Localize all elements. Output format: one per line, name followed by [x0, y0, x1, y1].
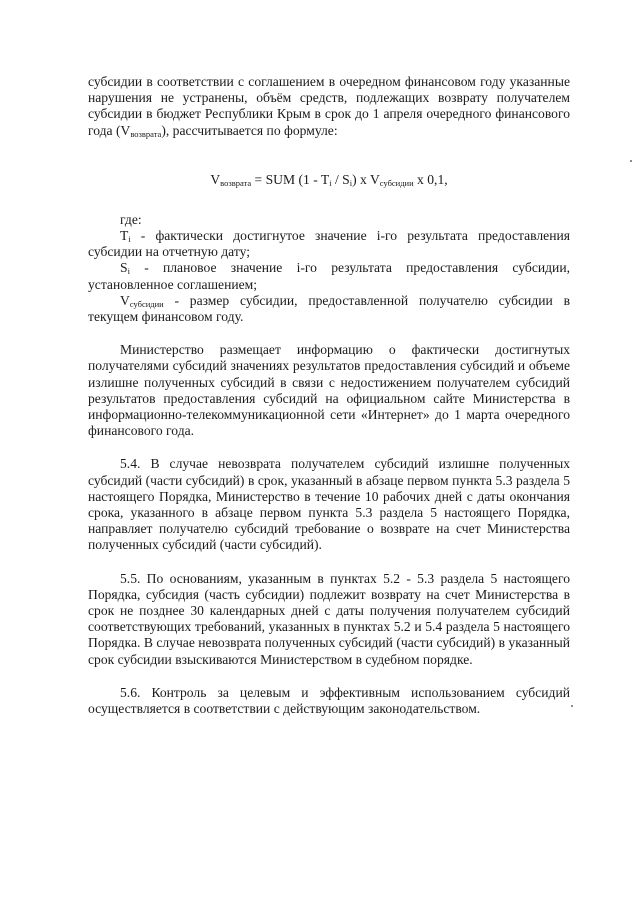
intro-subscript: возврата — [130, 128, 162, 139]
paragraph-5-6: 5.6. Контроль за целевым и эффективным использованием субсидий осуществляется в соответствии с действующим законодательством. — [88, 684, 570, 717]
formula-end: x 0,1, — [413, 171, 448, 187]
formula-v: V — [210, 171, 221, 187]
def-v-symbol: V — [120, 292, 130, 308]
def-s-text: - плановое значение i-го результата предоставления субсидии, установленное соглашением; — [88, 260, 570, 292]
formula-t-sub: i — [329, 177, 332, 188]
scan-speck — [630, 160, 632, 162]
intro-end-text: ), рассчитывается по формуле: — [161, 122, 338, 138]
def-s-symbol: S — [120, 260, 128, 276]
paragraph-ministry: Министерство размещает информацию о фактически достигнутых получателями субсидий значениях результатов предоставления субсидий и объеме излишне полученных субсидий в связи с недостижением получателем субсидий результатов предоставления субсидий на официальном сайте Министерства в информационно-телекоммуникационной сети «Интернет» до 1 марта очередного финансового года. — [88, 342, 570, 439]
definition-v — [88, 293, 570, 325]
definition-t — [88, 228, 570, 260]
definition-s — [88, 260, 570, 292]
intro-text: субсидии в соответствии с соглашением в очередном финансовом году указанные нарушения не устранены, объём средств, подлежащих возврату получателем субсидии в бюджет Республики Крым в срок до 1 апреля очередного финансового года (V — [88, 74, 570, 138]
where-label: где: — [120, 211, 142, 227]
scan-speck — [571, 705, 573, 707]
formula-s-sub: i — [349, 177, 353, 188]
def-t-text: - фактически достигнутое значение i-го результата предоставления субсидии на отчетную дату; — [88, 228, 570, 260]
formula-slash: / S — [331, 171, 350, 187]
formula-v2-sub: субсидии — [379, 177, 414, 188]
paragraph-5-4: 5.4. В случае невозврата получателем субсидий излишне полученных субсидий (части субсидий) в срок, указанный в абзаце первом пункта 5.3 раздела 5 настоящего Порядка, Министерство в течение 10 рабочих дней с даты окончания срока, указанного в абзаце первом пункта 5.3 раздела 5 настоящего Порядка, направляет получателю субсидий требование о возврате на счет Министерства полученных субсидий (части субсидий). — [88, 456, 570, 553]
def-s-sub: i — [127, 266, 130, 277]
def-v-text: - размер субсидии, предоставленной получателю субсидии в текущем финансовом году. — [88, 292, 570, 325]
formula-v-sub: возврата — [220, 177, 252, 188]
formula-mid: = SUM (1 - T — [251, 171, 330, 187]
formula-close: ) x V — [352, 171, 380, 187]
def-t-sub: i — [128, 234, 131, 245]
def-v-sub: субсидии — [129, 298, 164, 309]
def-t-symbol: T — [120, 228, 129, 244]
paragraph-intro — [88, 74, 570, 139]
formula — [88, 172, 570, 188]
paragraph-5-5: 5.5. По основаниям, указанным в пунктах 5.2 - 5.3 раздела 5 настоящего Порядка, субсидия (часть субсидии) подлежит возврату на счет Министерства в срок не позднее 30 календарных дней с даты получения получателем субсидий соответствующих требований, указанных в пунктах 5.2 и 5.4 раздела 5 настоящего Порядка. В случае невозврата полученных субсидий (части субсидий) в указанный срок субсидии взыскиваются Министерством в судебном порядке. — [88, 570, 570, 667]
